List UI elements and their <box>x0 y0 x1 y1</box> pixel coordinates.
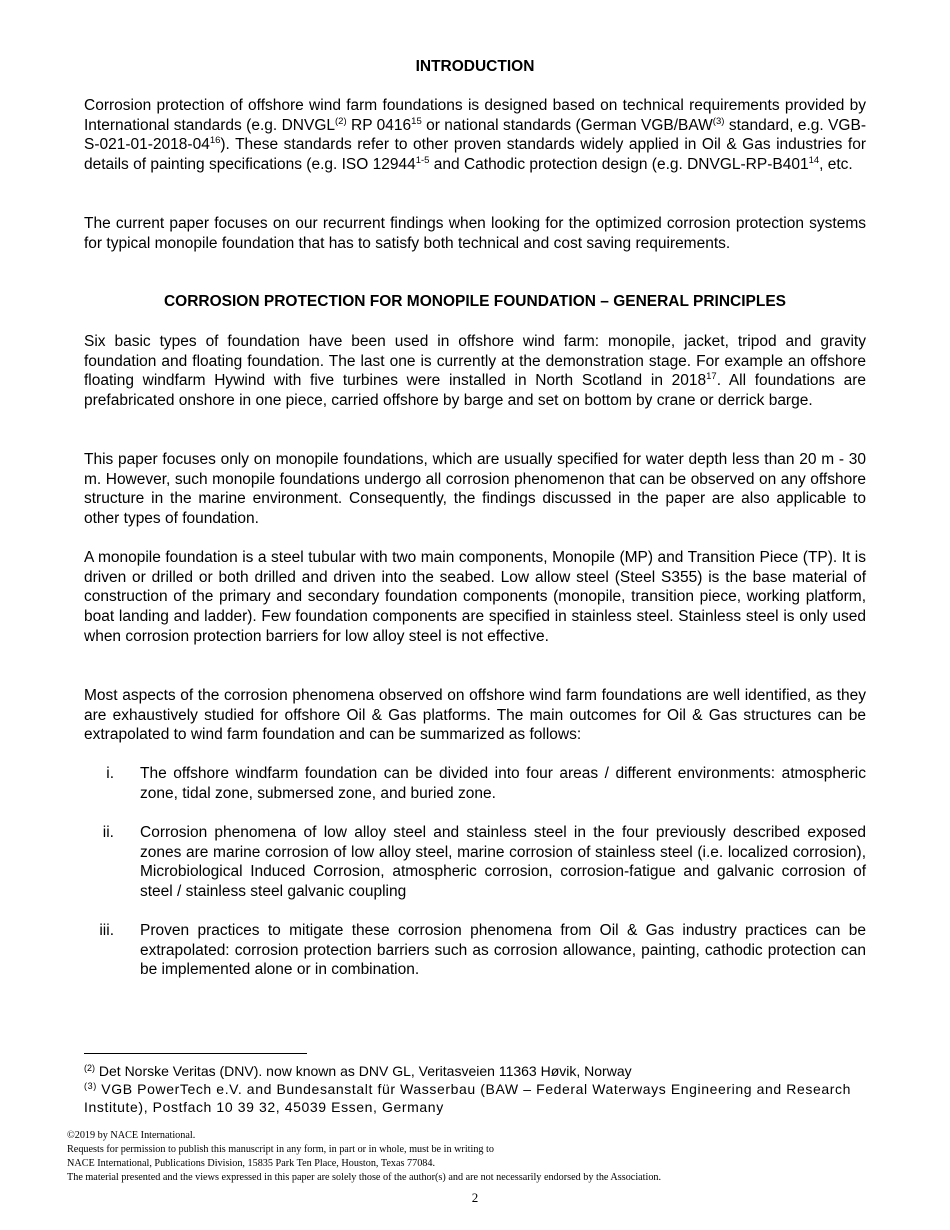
citation-ref-1-5: 1-5 <box>415 155 430 167</box>
citation-ref-15: 15 <box>411 115 422 127</box>
list-item: Corrosion phenomena of low alloy steel and stainless steel in the four previously described exposed zones are marine corrosion of low alloy steel, marine corrosion of stainless steel (i.e. localized corrosion), Microbiological Induced Corrosion, atmospheric corrosion, corrosion-fatigue and galvanic corrosion of steel / stainless steel galvanic coupling <box>140 824 866 901</box>
citation-ref-17: 17 <box>706 371 717 383</box>
permission-line: Requests for permission to publish this manuscript in any form, in part or in whole, must be in writing to <box>67 1144 494 1155</box>
list-item-number: ii. <box>102 824 114 841</box>
disclaimer-line: The material presented and the views expressed in this paper are solely those of the author(s) and are not necessarily endorsed by the Association. <box>67 1172 662 1183</box>
footnote-ref-2: (2) <box>335 115 347 127</box>
footnote-ref-3: (3) <box>712 115 725 127</box>
principles-paragraph-1: Six basic types of foundation have been used in offshore wind farm: monopile, jacket, tripod and gravity foundation and floating foundation. The last one is currently at the demonstration stage. For example an offshore floating windfarm Hywind with five turbines were installed in North Scotland in 2018$^{17}$. All foundations are prefabricated onshore in one piece, carried offshore by barge and set on bottom by crane or derrick barge. <box>84 333 866 410</box>
publisher-address-line: NACE International, Publications Division, 15835 Park Ten Place, Houston, Texas 77084. <box>67 1158 436 1169</box>
principles-paragraph-2: This paper focuses only on monopile foundations, which are usually specified for water depth less than 20 m - 30 m. However, such monopile foundations undergo all corrosion phenomenon that can be observed on any offshore structure in the marine environment. Consequently, the findings discussed in the paper are also applicable to other types of foundation. <box>84 451 866 528</box>
footnote-2: $^{(2)}$ Det Norske Veritas (DNV). now known as DNV GL, Veritasveien 11363 Høvik, Norway <box>84 1063 632 1079</box>
citation-ref-16: 16 <box>209 135 221 147</box>
principles-paragraph-4: Most aspects of the corrosion phenomena observed on offshore wind farm foundations are well identified, as they are exhaustively studied for offshore Oil & Gas platforms. The main outcomes for Oil & Gas structures can be extrapolated to wind farm foundation and can be summarized as follows: <box>84 687 866 744</box>
copyright-line: ©2019 by NACE International. <box>67 1130 196 1141</box>
list-item: The offshore windfarm foundation can be divided into four areas / different environments: atmospheric zone, tidal zone, submersed zone, and buried zone. <box>140 765 866 802</box>
list-item-number: i. <box>106 765 114 782</box>
page-number: 2 <box>471 1190 479 1205</box>
list-item: Proven practices to mitigate these corrosion phenomena from Oil & Gas industry practices can be extrapolated: corrosion protection barriers such as corrosion allowance, painting, cathodic protection can be implemented alone or in combination. <box>140 922 866 979</box>
general-principles-heading: CORROSION PROTECTION FOR MONOPILE FOUNDATION – GENERAL PRINCIPLES <box>163 293 787 310</box>
citation-ref-14: 14 <box>808 155 820 167</box>
footnote-separator <box>84 1053 307 1054</box>
introduction-heading: INTRODUCTION <box>415 58 535 75</box>
principles-paragraph-3: A monopile foundation is a steel tubular with two main components, Monopile (MP) and Transition Piece (TP). It is driven or drilled or both drilled and driven into the seabed. Low allow steel (Steel S355) is the base material of construction of the primary and secondary foundation components (monopile, transition piece, working platform, boat landing and ladder). Few foundation components are specified in stainless steel. Stainless steel is only used when corrosion protection barriers for low alloy steel is not effective. <box>84 549 866 645</box>
list-item-number: iii. <box>99 922 114 939</box>
footnote-3: $^{(3)}$ VGB PowerTech e.V. and Bundesanstalt für Wasserbau (BAW – Federal Waterways Engineering and Research Institute), Postfach 10 39 32, 45039 Essen, Germany <box>84 1081 852 1115</box>
introduction-paragraph-1: Corrosion protection of offshore wind farm foundations is designed based on technical requirements provided by International standards (e.g. DNVGL$^{(2)}$ RP 0416$^{15}$ or national standards (German VGB/BAW$^{(3)}$ standard, e.g. VGB-$S-021-01-2018-04^{16}$). These standards refer to other proven standards widely applied in Oil & Gas industries for details of painting specifications (e.g. ISO 12944$^{1-5}$ and Cathodic protection design (e.g. DNVGL-$RP-B401^{14}$, etc. <box>84 97 866 174</box>
introduction-paragraph-2: The current paper focuses on our recurrent findings when looking for the optimized corrosion protection systems for typical monopile foundation that has to satisfy both technical and cost saving requirements. <box>84 215 866 252</box>
